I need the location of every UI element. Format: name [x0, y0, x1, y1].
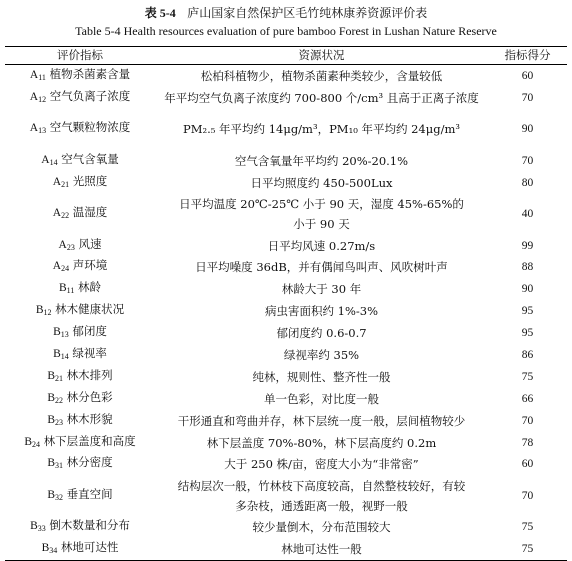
status-cell: 林地可达性一般 — [155, 538, 488, 560]
indicator-cell — [5, 453, 155, 475]
table-row — [5, 410, 567, 432]
indicator-cell — [5, 150, 155, 172]
indicator-subscript: 12 — [43, 308, 52, 318]
indicator-subscript: 33 — [37, 524, 46, 534]
indicator-code — [47, 489, 63, 501]
indicator-letter: B — [35, 304, 44, 317]
indicator-letter: B — [47, 488, 55, 501]
indicator-subscript: 23 — [55, 417, 63, 427]
indicator-code — [30, 69, 46, 81]
table-row — [5, 172, 567, 194]
indicator-code — [53, 176, 69, 188]
score-cell: 90 — [521, 283, 534, 296]
indicator-name: 林龄 — [78, 280, 102, 295]
table-row — [5, 344, 567, 366]
table-row — [5, 194, 567, 235]
indicator-subscript: 12 — [38, 94, 47, 104]
indicator-cell — [5, 344, 155, 366]
indicator-code — [53, 260, 69, 272]
indicator-name: 林地可达性 — [60, 540, 119, 555]
indicator-letter: B — [53, 326, 61, 339]
status-cell: PM₂.₅ 年平均约 14μg/m³，PM₁₀ 年平均约 24μg/m³ — [183, 122, 460, 137]
indicator-cell — [5, 278, 155, 300]
status-cell: 松柏科植物少，植物杀菌素种类较少，含量较低 — [200, 68, 443, 83]
score-cell: 70 — [521, 489, 534, 502]
indicator-code — [36, 304, 52, 316]
indicator-subscript: 21 — [55, 373, 63, 383]
indicator-cell — [5, 516, 155, 538]
indicator-code — [41, 154, 57, 166]
indicator-code — [59, 282, 74, 294]
status-cell: 年平均空气负离子浓度约 700-800 个/cm³ 且高于正离子浓度 — [164, 90, 479, 105]
indicator-code — [59, 239, 75, 251]
table-row — [5, 453, 567, 475]
indicator-letter: A — [41, 153, 50, 166]
indicator-cell — [5, 300, 155, 322]
indicator-letter: B — [47, 413, 55, 426]
indicator-letter: A — [52, 207, 62, 220]
indicator-code — [47, 370, 63, 382]
header-score: 指标得分 — [488, 47, 567, 65]
indicator-letter: A — [29, 90, 39, 103]
indicator-letter: B — [47, 457, 55, 470]
indicator-code — [53, 348, 69, 360]
score-cell: 70 — [521, 154, 534, 167]
indicator-letter: B — [47, 391, 55, 404]
indicator-code — [30, 91, 46, 103]
indicator-cell — [5, 194, 155, 235]
indicator-subscript: 23 — [66, 242, 75, 252]
status-cell: 病虫害面积约 1%-3% — [264, 304, 379, 319]
indicator-code — [24, 436, 40, 448]
indicator-code — [47, 457, 63, 469]
indicator-name: 空气负离子浓度 — [49, 88, 131, 103]
indicator-name: 空气含氧量 — [61, 151, 119, 166]
status-cell: 绿视率约 35% — [283, 347, 360, 362]
indicator-name: 林分密度 — [66, 455, 113, 470]
indicator-cell — [5, 388, 155, 410]
score-cell: 88 — [521, 261, 534, 274]
indicator-letter: A — [52, 260, 62, 273]
indicator-code — [30, 520, 46, 532]
indicator-cell — [5, 109, 155, 150]
status-cell: 空气含氧量年平均约 20%-20.1% — [234, 153, 409, 168]
status-cell: 郁闭度约 0.6-0.7 — [276, 326, 367, 341]
indicator-subscript: 31 — [55, 461, 63, 471]
status-cell: 结构层次一般，竹林枝下高度较高，自然整枝较好，有较多杂枝，通透距离一般，视野一般 — [177, 478, 466, 513]
score-cell: 86 — [521, 348, 534, 361]
table-row — [5, 388, 567, 410]
table-header-row — [5, 47, 567, 65]
status-cell: 纯林，规则性、整齐性一般 — [252, 369, 391, 384]
indicator-cell — [5, 366, 155, 388]
indicator-letter: A — [52, 175, 62, 188]
table-title-en: Table 5-4 Health resources evaluation of pure bamboo Forest in Lushan Nature Reserve — [75, 24, 497, 38]
indicator-name: 郁闭度 — [72, 324, 107, 339]
indicator-cell — [5, 322, 155, 344]
table-row — [5, 516, 567, 538]
status-cell: 大于 250 株/亩，密度大小为“非常密” — [224, 457, 419, 472]
table-row — [5, 87, 567, 109]
status-cell: 日平均温度 20℃-25℃ 小于 90 天，湿度 45%-65%的小于 90 天 — [179, 197, 464, 232]
indicator-name: 垂直空间 — [66, 486, 113, 501]
indicator-cell — [5, 235, 155, 257]
indicator-subscript: 13 — [60, 330, 69, 340]
indicator-name: 林下层盖度和高度 — [43, 433, 136, 448]
status-cell: 林龄大于 30 年 — [281, 282, 362, 297]
score-cell: 70 — [521, 91, 534, 104]
indicator-subscript: 24 — [32, 439, 40, 449]
indicator-subscript: 11 — [38, 72, 46, 82]
indicator-name: 绿视率 — [72, 345, 107, 360]
table-number-cn: 表 5-4 — [144, 6, 176, 20]
indicator-code — [47, 392, 63, 404]
indicator-name: 林木排列 — [66, 367, 113, 382]
indicator-subscript: 13 — [38, 126, 47, 136]
indicator-subscript: 22 — [61, 211, 70, 221]
indicator-subscript: 11 — [66, 286, 75, 296]
score-cell: 40 — [521, 208, 534, 221]
score-cell: 70 — [521, 414, 534, 427]
table-row — [5, 256, 567, 278]
indicator-subscript: 14 — [49, 157, 58, 167]
table-row — [5, 278, 567, 300]
score-cell: 78 — [521, 436, 534, 449]
indicator-cell — [5, 65, 155, 87]
status-cell: 林下层盖度 70%-80%，林下层高度约 0.2m — [206, 435, 437, 450]
status-cell: 日平均风速 0.27m/s — [267, 238, 376, 253]
status-cell: 单一色彩，对比度一般 — [264, 391, 379, 406]
indicator-subscript: 14 — [60, 351, 69, 361]
score-cell: 80 — [521, 176, 534, 189]
indicator-cell — [5, 87, 155, 109]
indicator-letter: B — [24, 435, 32, 448]
table-row — [5, 366, 567, 388]
indicator-cell — [5, 432, 155, 454]
indicator-subscript: 24 — [61, 264, 70, 274]
indicator-code — [30, 122, 46, 134]
indicator-cell — [5, 256, 155, 278]
indicator-subscript: 34 — [49, 546, 58, 556]
indicator-code — [47, 414, 63, 426]
indicator-letter: B — [41, 542, 50, 555]
table-title-cn-text: 庐山国家自然保护区毛竹纯林康养资源评价表 — [187, 6, 428, 20]
indicator-name: 温湿度 — [72, 205, 108, 220]
table-row — [5, 109, 567, 150]
indicator-code — [53, 326, 69, 338]
indicator-name: 风速 — [78, 236, 102, 251]
status-cell: 日平均照度约 450-500Lux — [250, 175, 393, 190]
indicator-name: 倒木数量和分布 — [49, 518, 130, 533]
indicator-cell — [5, 172, 155, 194]
status-cell: 干形通直和弯曲并存，林下层统一度一般，层间植物较少 — [177, 413, 466, 428]
status-cell: 较少量倒木，分布范围较大 — [252, 520, 391, 535]
indicator-letter: B — [53, 347, 61, 360]
score-cell: 95 — [521, 305, 534, 318]
indicator-name: 光照度 — [72, 173, 108, 188]
evaluation-table — [5, 46, 567, 561]
table-row — [5, 322, 567, 344]
table-row — [5, 235, 567, 257]
indicator-code — [53, 207, 69, 219]
score-cell: 60 — [521, 458, 534, 471]
table-row — [5, 538, 567, 560]
score-cell: 75 — [488, 538, 567, 560]
header-status: 资源状况 — [155, 47, 488, 65]
score-cell: 99 — [521, 239, 534, 252]
score-cell: 60 — [521, 69, 534, 82]
score-cell: 75 — [521, 521, 534, 534]
indicator-name: 植物杀菌素含量 — [49, 66, 131, 81]
indicator-subscript: 21 — [61, 179, 70, 189]
status-cell: 日平均噪度 36dB，并有偶闻鸟叫声、风吹树叶声 — [195, 260, 448, 275]
indicator-letter: B — [58, 282, 67, 295]
score-cell: 95 — [521, 327, 534, 340]
indicator-letter: A — [29, 68, 39, 81]
table-row — [5, 65, 567, 87]
table-row — [5, 432, 567, 454]
indicator-cell — [5, 538, 155, 560]
indicator-name: 林木形貌 — [66, 411, 113, 426]
indicator-letter: A — [29, 122, 39, 135]
indicator-name: 声环境 — [72, 258, 108, 273]
indicator-subscript: 22 — [55, 395, 63, 405]
indicator-subscript: 32 — [55, 492, 63, 502]
indicator-letter: A — [58, 238, 67, 251]
indicator-name: 林分色彩 — [66, 389, 113, 404]
indicator-name: 空气颗粒物浓度 — [49, 120, 131, 135]
header-indicator: 评价指标 — [5, 47, 155, 65]
score-cell: 75 — [521, 370, 534, 383]
indicator-letter: B — [47, 369, 55, 382]
table-row — [5, 300, 567, 322]
indicator-cell — [5, 475, 155, 516]
indicator-cell — [5, 410, 155, 432]
indicator-letter: B — [30, 520, 38, 533]
score-cell: 66 — [521, 392, 534, 405]
score-cell: 90 — [521, 123, 534, 136]
table-title-cn — [0, 5, 572, 21]
table-row — [5, 475, 567, 516]
indicator-name: 林木健康状况 — [55, 302, 125, 317]
table-row — [5, 150, 567, 172]
indicator-code — [42, 542, 58, 554]
